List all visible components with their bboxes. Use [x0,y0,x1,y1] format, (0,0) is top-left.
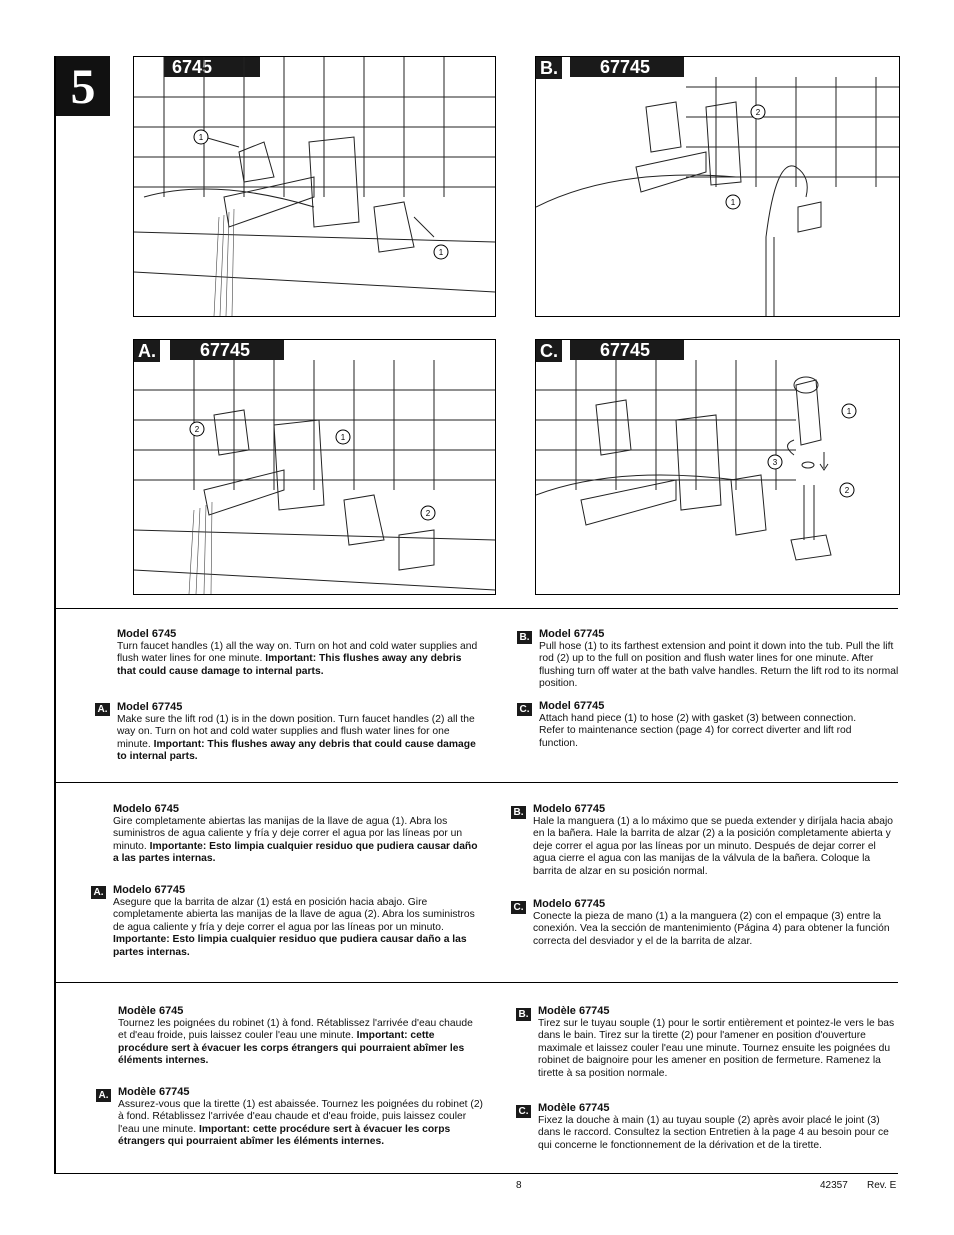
es-6745: Modelo 6745 Gire completamente abiertas las manijas de la llave de agua (1). Abra los suministros de agua caliente y fría y deje correr el agua por las líneas por un minuto. Importante: Esto limpia cualquier residuo que pudiera causar daño a las partes internas. [113,803,478,865]
callout-1: 1 [198,133,204,142]
revision: Rev. E [867,1180,897,1191]
page-number: 8 [516,1180,522,1191]
callout-1: 1 [730,198,736,207]
section-divider-low [56,982,898,983]
model-label: 67745 [570,340,684,360]
step-number: 5 [56,56,110,116]
left-frame-rule [54,56,56,1174]
tag-a: A. [95,703,110,716]
panel-letter: B. [536,57,562,79]
tag-c: C. [511,901,526,914]
callout-2: 2 [755,108,761,117]
callout-3: 3 [772,458,778,467]
faucet-drawing-b [536,57,899,316]
callout-2: 2 [194,425,200,434]
es-b: Modelo 67745 Hale la manguera (1) a lo máximo que se pueda extender y diríjala hacia abajo en la bañera. Hale la barrita de alzar (2) a la posición completamente abierta y deje correr el agua por las líneas por un minuto. Después de dejar correr el agua cierre el agua con las manijas de la válvula de la bañera. Coloque la barrita de alzar en su posición normal. [533,803,894,877]
en-c: Model 67745 Attach hand piece (1) to hose (2) with gasket (3) between connection. Refer to maintenance section (page 4) for correct diverter and lift rod function. [539,700,857,749]
callout-2b: 2 [425,509,431,518]
tag-a: A. [91,886,106,899]
faucet-drawing-c [536,340,899,594]
faucet-drawing-a [134,340,495,594]
illustration-b [535,56,900,317]
callout-1b: 1 [438,248,444,257]
tag-b: B. [511,806,526,819]
model-label: 67745 [570,57,684,77]
en-a: Model 67745 Make sure the lift rod (1) is in the down position. Turn faucet handles (2) all the way on. Turn on hot and cold water supplies and flush water lines for one minute. Important: This flushes away any debris that could cause damage to internal parts. [117,701,476,763]
faucet-drawing-6745 [134,57,495,316]
section-divider-mid [56,782,898,783]
en-6745: Model 6745 Turn faucet handles (1) all the way on. Turn on hot and cold water supplies and flush water lines for one minute. Important: This flushes away any debris that could cause damage to internal parts. [117,628,478,677]
es-a: Modelo 67745 Asegure que la barrita de alzar (1) está en posición hacia abajo. Gire completamente abierta las manijas de la llave de agua (2). Abra los suministros de agua caliente y fría y deje correr el agua por las líneas por un minuto. Importante: Esto limpia cualquier residuo que pudiera causar daño a las partes internas. [113,884,475,958]
tag-c: C. [517,703,532,716]
fr-c: Modèle 67745 Fixez la douche à main (1) au tuyau souple (2) après avoir placé le joint (3) dans le raccord. Consultez la section Entretien à la page 4 au besoin pour ce qui concerne le fonctionnement de la dérivation et de la tirette. [538,1102,889,1151]
illustration-6745 [133,56,496,317]
fr-b: Modèle 67745 Tirez sur le tuyau souple (1) pour le sortir entièrement et pointez-le vers le bas dans le bain. Tirez sur la tirette (2) pour l'amener en position d'ouverture maximale et laissez couler l'eau une minute. Tournez ensuite les poignées du robinet de baignoire pour les amener en position de fermeture. Ramenez la tirette à sa position normale. [538,1005,895,1079]
callout-1: 1 [846,407,852,416]
doc-number: 42357 [820,1180,848,1191]
en-b: Model 67745 Pull hose (1) to its farthest extension and point it down into the tub. Pull the lift rod (2) up to the full on position and flush water lines for one minute. After flushing turn off water at the bath valve handles. Return the lift rod to its normal position. [539,628,899,690]
illustration-c [535,339,900,595]
callout-2: 2 [844,486,850,495]
tag-b: B. [516,1008,531,1021]
fr-a: Modèle 67745 Assurez-vous que la tirette (1) est abaissée. Tournez les poignées du robinet (2) à fond. Rétablissez l'arrivée d'eau chaude et d'eau froide, puis laissez couler l'eau une minute. Important: cette procédure sert à évacuer les corps étrangers qui pourraient abîmer les éléments internes. [118,1086,483,1148]
model-label: 6745 [164,57,260,77]
tag-c: C. [516,1105,531,1118]
model-label: 67745 [170,340,284,360]
illustration-a [133,339,496,595]
panel-letter: C. [536,340,562,362]
section-divider-top [56,608,898,609]
panel-letter: A. [134,340,160,362]
tag-b: B. [517,631,532,644]
bottom-rule [56,1173,898,1174]
es-c: Modelo 67745 Conecte la pieza de mano (1) a la manguera (2) con el empaque (3) entre la conexión. Vea la sección de mantenimiento (Página 4) para obtener la función correcta del desviador y el de la barrita de alzar. [533,898,890,947]
callout-1: 1 [340,433,346,442]
fr-6745: Modèle 6745 Tournez les poignées du robinet (1) à fond. Rétablissez l'arrivée d'eau chaude et d'eau froide, puis laissez couler l'eau une minute. Important: cette procédure sert à évacuer les corps étrangers qui pourraient abîmer les éléments internes. [118,1005,473,1067]
tag-a: A. [96,1089,111,1102]
